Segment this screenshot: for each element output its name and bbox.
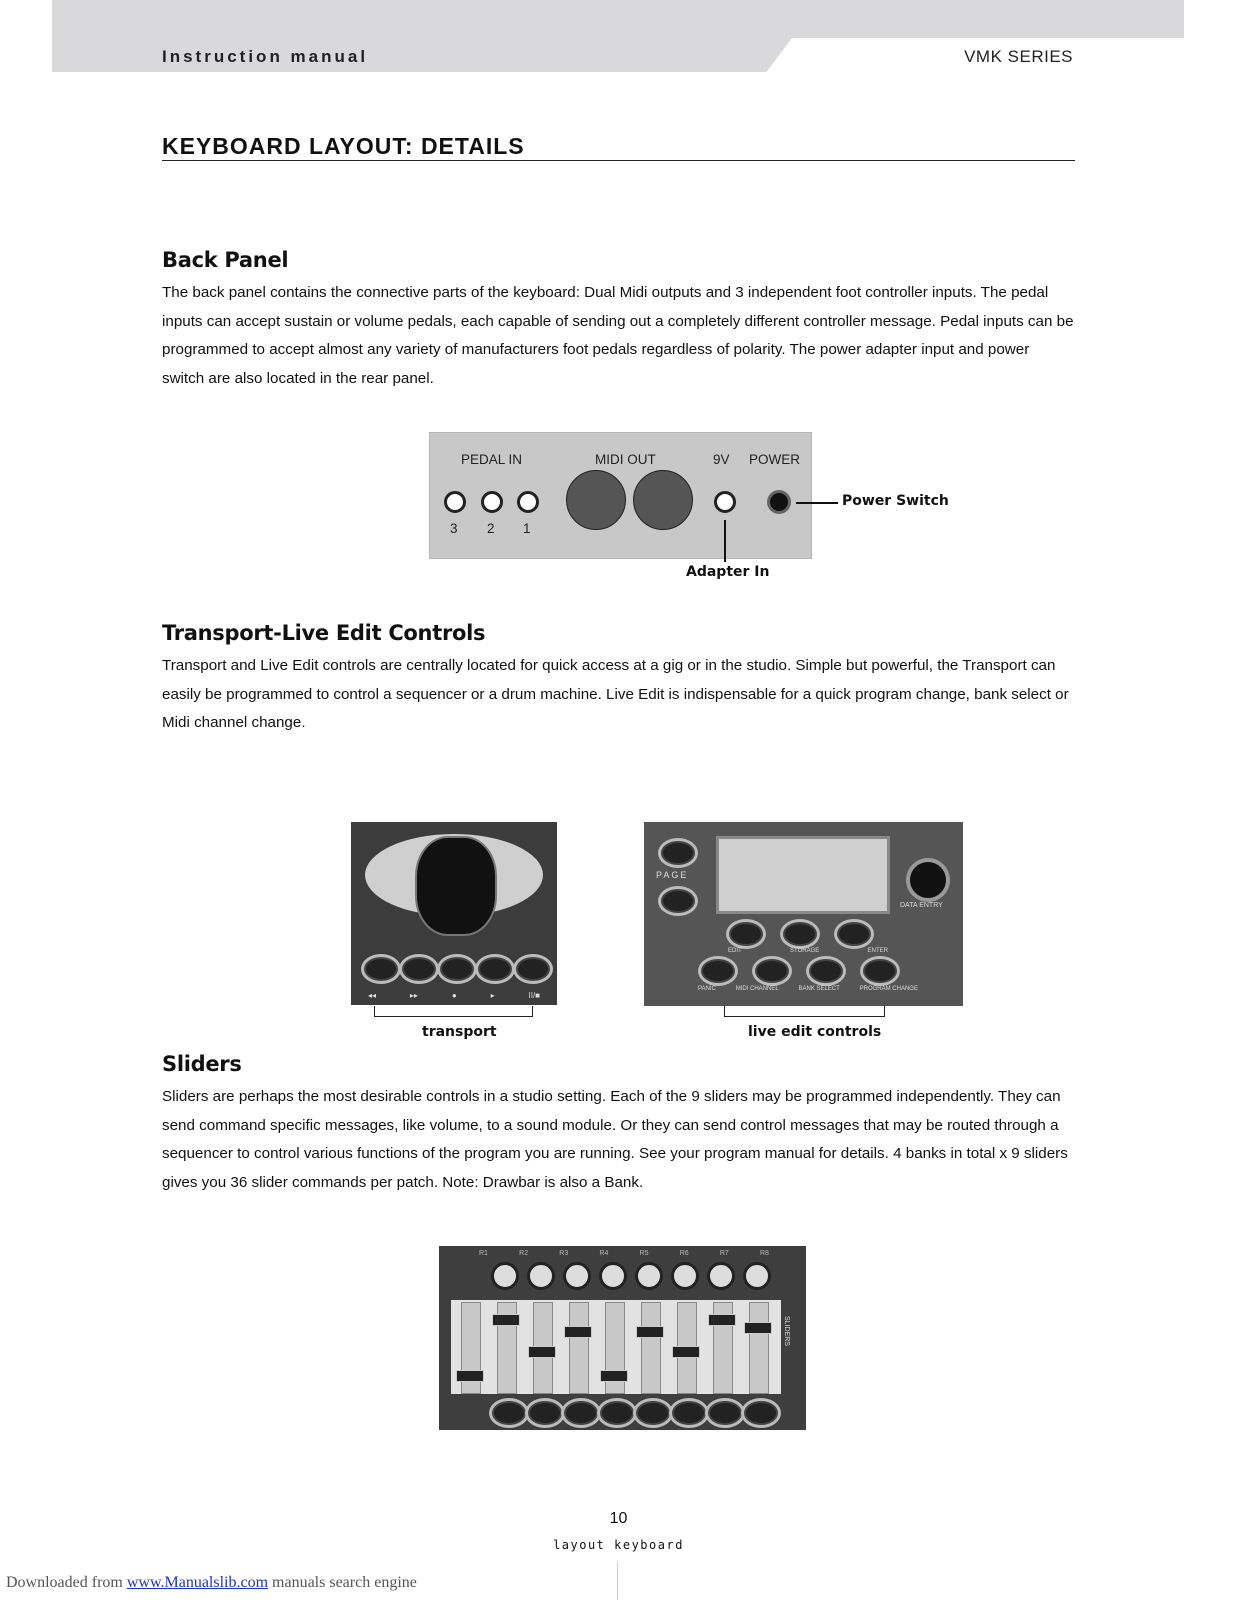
panic-button (698, 956, 738, 986)
midi-channel-label: MIDI CHANNEL (735, 986, 779, 992)
header-right-text: VMK SERIES (964, 47, 1073, 66)
transport-forward-button (399, 954, 439, 984)
midi-channel-button (752, 956, 792, 986)
rotary-knob (599, 1262, 627, 1290)
download-suffix: manuals search engine (268, 1574, 417, 1591)
download-prefix: Downloaded from (6, 1574, 127, 1591)
slider-cap (564, 1326, 592, 1338)
back-panel-heading: Back Panel (162, 248, 289, 272)
data-entry-knob (906, 858, 950, 902)
transport-bracket (374, 1006, 533, 1017)
transport-record-button (437, 954, 477, 984)
transport-rewind-button (361, 954, 401, 984)
live-edit-row1-labels (728, 948, 888, 954)
edit-label: EDIT (728, 948, 742, 954)
transport-pause-stop-button (513, 954, 553, 984)
transport-play-button (475, 954, 515, 984)
nine-v-label: 9V (713, 452, 730, 467)
live-edit-caption: live edit controls (748, 1024, 882, 1040)
enter-button (834, 919, 874, 949)
transport-heading: Transport-Live Edit Controls (162, 621, 486, 645)
transport-caption: transport (422, 1024, 497, 1040)
slider-track (641, 1302, 661, 1394)
enter-label: ENTER (867, 948, 888, 954)
knob-label: R5 (639, 1250, 649, 1257)
pedal-number-2: 2 (487, 521, 495, 536)
pedal-jack-1 (517, 491, 539, 513)
play-icon: ▸ (490, 990, 495, 1000)
slider-cap (600, 1370, 628, 1382)
storage-button (780, 919, 820, 949)
live-edit-image (644, 822, 963, 1006)
knob-labels (479, 1250, 769, 1257)
adapter-in-leader (724, 520, 726, 562)
knob-label: R8 (759, 1250, 769, 1257)
midi-out-port-2 (633, 470, 693, 530)
pedal-jack-2 (481, 491, 503, 513)
slider-button (705, 1398, 745, 1428)
fast-forward-icon: ▸▸ (409, 990, 418, 1000)
knob-label: R7 (719, 1250, 729, 1257)
slider-cap (636, 1326, 664, 1338)
power-switch-leader (796, 502, 838, 504)
slider-cap (528, 1346, 556, 1358)
sliders-text: Sliders are perhaps the most desirable controls in a studio setting. Each of the 9 sliders may be programmed independently. They can send command specific messages, like volume, to a sound module. Or they can send control messages that may be routed through a sequencer to control various functions of the program you are running. See your program manual for details. 4 banks in total x 9 sliders gives you 36 slider commands per patch. Note: Drawbar is also a Bank. (162, 1088, 1068, 1191)
midi-out-label: MIDI OUT (595, 452, 656, 467)
page-label: PAGE (656, 870, 689, 880)
title-rule (162, 160, 1075, 161)
rotary-knob (707, 1262, 735, 1290)
sliders-heading: Sliders (162, 1052, 242, 1076)
slider-cap (456, 1370, 484, 1382)
pause-stop-icon: II/■ (528, 990, 540, 1000)
back-panel-text: The back panel contains the connective parts of the keyboard: Dual Midi outputs and 3 independent foot controller inputs. The pedal inputs can accept sustain or volume pedals, each capable of sending out a completely different controller message. Pedal inputs can be programmed to accept almost any variety of manufacturers foot pedals regardless of polarity. The power adapter input and power switch are also located in the rear panel. (162, 284, 1074, 387)
slider-button (597, 1398, 637, 1428)
transport-text: Transport and Live Edit controls are centrally located for quick access at a gig or in the studio. Simple but powerful, the Transport can easily be programmed to control a sequencer or a drum machine. Live Edit is indispensable for a quick program change, bank select or Midi channel change. (162, 657, 1069, 731)
rotary-knob (743, 1262, 771, 1290)
storage-label: STORAGE (790, 948, 820, 954)
data-entry-label: DATA ENTRY (900, 902, 943, 909)
knob-label: R2 (519, 1250, 529, 1257)
power-switch-label: Power Switch (842, 493, 949, 509)
bank-select-label: BANK SELECT (798, 986, 840, 992)
program-change-button (860, 956, 900, 986)
panic-label: PANIC (698, 986, 716, 992)
live-edit-bracket (724, 1006, 885, 1017)
footer-section: layout keyboard (553, 1538, 684, 1552)
slider-cap (672, 1346, 700, 1358)
download-notice (6, 1574, 417, 1592)
footer-divider (617, 1562, 618, 1600)
rewind-icon: ◂◂ (367, 990, 376, 1000)
slider-button (669, 1398, 709, 1428)
transport-image (351, 822, 557, 1005)
rotary-knob (635, 1262, 663, 1290)
transport-symbols (351, 985, 557, 1005)
slider-track (749, 1302, 769, 1394)
knob-label: R3 (559, 1250, 569, 1257)
rotary-knob (527, 1262, 555, 1290)
rotary-knob (563, 1262, 591, 1290)
manualslib-link[interactable]: www.Manualslib.com (126, 1574, 269, 1591)
slider-button (633, 1398, 673, 1428)
program-change-label: PROGRAM CHANGE (859, 986, 918, 992)
slider-cap (492, 1314, 520, 1326)
header-left-text: Instruction manual (162, 47, 369, 66)
slider-track (569, 1302, 589, 1394)
transport-wheel (415, 836, 497, 936)
record-icon: ● (451, 990, 457, 1000)
slider-button (489, 1398, 529, 1428)
rotary-knob (671, 1262, 699, 1290)
pedal-number-3: 3 (450, 521, 458, 536)
page-title: KEYBOARD LAYOUT: DETAILS (162, 133, 525, 159)
knob-label: R4 (599, 1250, 609, 1257)
sliders-side-label: SLIDERS (783, 1316, 790, 1346)
slider-cap (708, 1314, 736, 1326)
midi-out-port-1 (566, 470, 626, 530)
back-panel-diagram (429, 432, 812, 559)
pedal-in-label: PEDAL IN (461, 452, 523, 467)
page-up-button (658, 838, 698, 868)
edit-button (726, 919, 766, 949)
page-down-button (658, 886, 698, 916)
pedal-number-1: 1 (523, 521, 531, 536)
page-number: 10 (609, 1510, 628, 1527)
rotary-knob (491, 1262, 519, 1290)
sliders-image (439, 1246, 806, 1430)
power-switch (767, 490, 791, 514)
knob-label: R6 (679, 1250, 689, 1257)
slider-button (561, 1398, 601, 1428)
pedal-jack-3 (444, 491, 466, 513)
adapter-in-label: Adapter In (686, 564, 770, 580)
slider-button (525, 1398, 565, 1428)
slider-button (741, 1398, 781, 1428)
knob-label: R1 (479, 1250, 488, 1257)
adapter-jack (714, 491, 736, 513)
bank-select-button (806, 956, 846, 986)
power-label: POWER (749, 452, 801, 467)
live-edit-row2-labels (698, 986, 918, 992)
lcd-display (716, 836, 890, 914)
slider-cap (744, 1322, 772, 1334)
